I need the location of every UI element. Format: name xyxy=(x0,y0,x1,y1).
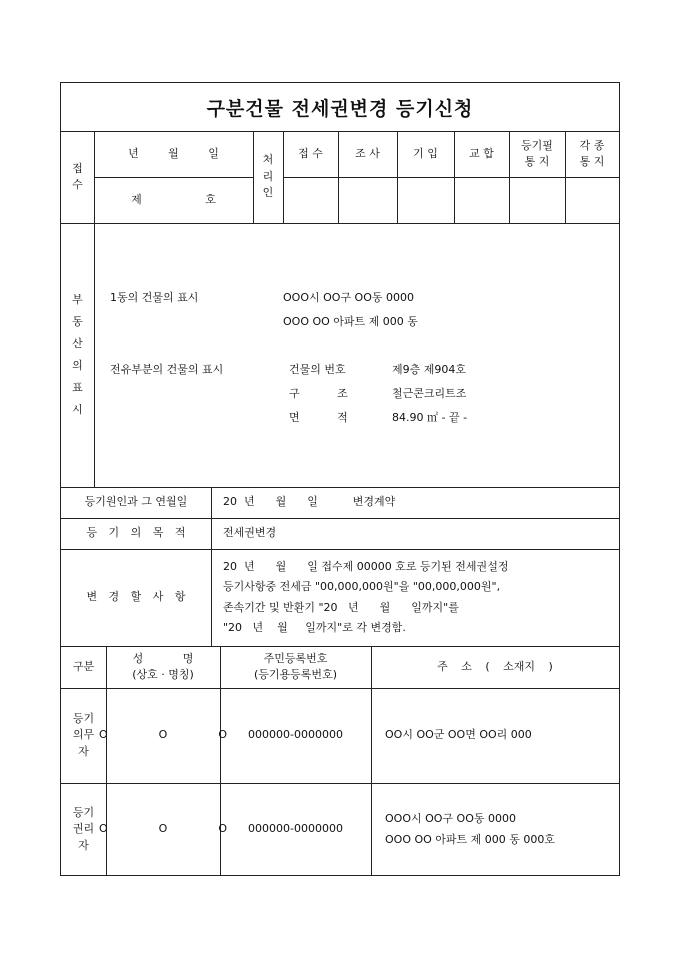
col-inspection: 조 사 xyxy=(355,146,380,160)
unit-key-structure: 구 조 xyxy=(289,387,348,400)
header-id-text: 주민등록번호 xyxy=(263,651,328,665)
changes-line: 등기사항중 전세금 "00,000,000원"을 "00,000,000원", xyxy=(223,580,501,594)
unit-value-number: 제9층 제904호 xyxy=(392,363,466,376)
holder-id: 000000-0000000 xyxy=(248,822,343,836)
parties-header-address: 주 소 ( 소재지 ) xyxy=(437,659,553,673)
building-label: 1동의 건물의 표시 xyxy=(110,291,199,304)
changes-text xyxy=(211,549,619,646)
obligor-category: 등기 의무자 xyxy=(72,711,95,758)
reception-date-label: 년 월 일 xyxy=(128,146,219,160)
form-title: 구분건물 전세권변경 등기신청 xyxy=(61,83,619,132)
reception-label: 접 수 xyxy=(72,161,83,191)
property-label: 부 동 산 의 표 시 xyxy=(72,293,83,416)
parties-header-id xyxy=(220,646,371,688)
reception-number-label: 제 호 xyxy=(131,192,216,206)
registration-form xyxy=(60,82,620,876)
holder-address-line: OOO시 OO구 OO동 0000 xyxy=(385,811,516,825)
building-name: OOO OO 아파트 제 000 동 xyxy=(283,315,418,328)
unit-value-structure: 철근콘크리트조 xyxy=(392,387,467,400)
unit-key-area: 면 적 xyxy=(289,411,348,424)
unit-value-area: 84.90 ㎡ - 끝 - xyxy=(392,411,468,424)
cause-value: 20 년 월 일 변경계약 xyxy=(223,495,396,509)
changes-line: 20 년 월 일 접수제 00000 호로 등기된 전세권설정 xyxy=(223,559,509,573)
building-address: OOO시 OO구 OO동 0000 xyxy=(283,291,414,304)
header-name-sub: (상호 · 명칭) xyxy=(132,668,194,681)
holder-category: 등기 권리자 xyxy=(72,805,95,852)
unit-label: 전유부분의 건물의 표시 xyxy=(110,363,224,376)
changes-label: 변 경 할 사 항 xyxy=(86,590,186,604)
obligor-address-line: OO시 OO군 OO면 OO리 000 xyxy=(385,728,532,742)
cause-label: 등기원인과 그 연월일 xyxy=(84,495,188,509)
obligor-address xyxy=(371,688,619,783)
holder-address xyxy=(371,783,619,876)
col-entry: 기 입 xyxy=(413,146,438,160)
parties-header-name xyxy=(106,646,220,688)
changes-line: 존속기간 및 반환기 "20 년 월 일까지"를 xyxy=(223,600,459,614)
header-id-sub: (등기용등록번호) xyxy=(254,668,337,681)
parties-header-category: 구분 xyxy=(72,659,95,673)
obligor-name: O O O xyxy=(99,728,227,742)
unit-key-number: 건물의 번호 xyxy=(289,363,346,376)
purpose-label: 등 기 의 목 적 xyxy=(86,526,186,540)
col-completion-notice: 등기필 통 지 xyxy=(521,138,553,168)
header-name-text: 성 명 xyxy=(132,651,194,665)
col-verify: 교 합 xyxy=(469,146,494,160)
purpose-value: 전세권변경 xyxy=(223,526,277,540)
process-label: 처 리 인 xyxy=(262,153,274,200)
changes-line: "20 년 월 일까지"로 각 변경함. xyxy=(223,620,406,634)
col-various-notice: 각 종 통 지 xyxy=(579,138,605,168)
col-reception: 접 수 xyxy=(298,146,323,160)
holder-name: O O O xyxy=(99,822,227,836)
holder-address-line: OOO OO 아파트 제 000 동 000호 xyxy=(385,832,556,846)
obligor-id: 000000-0000000 xyxy=(248,728,343,742)
